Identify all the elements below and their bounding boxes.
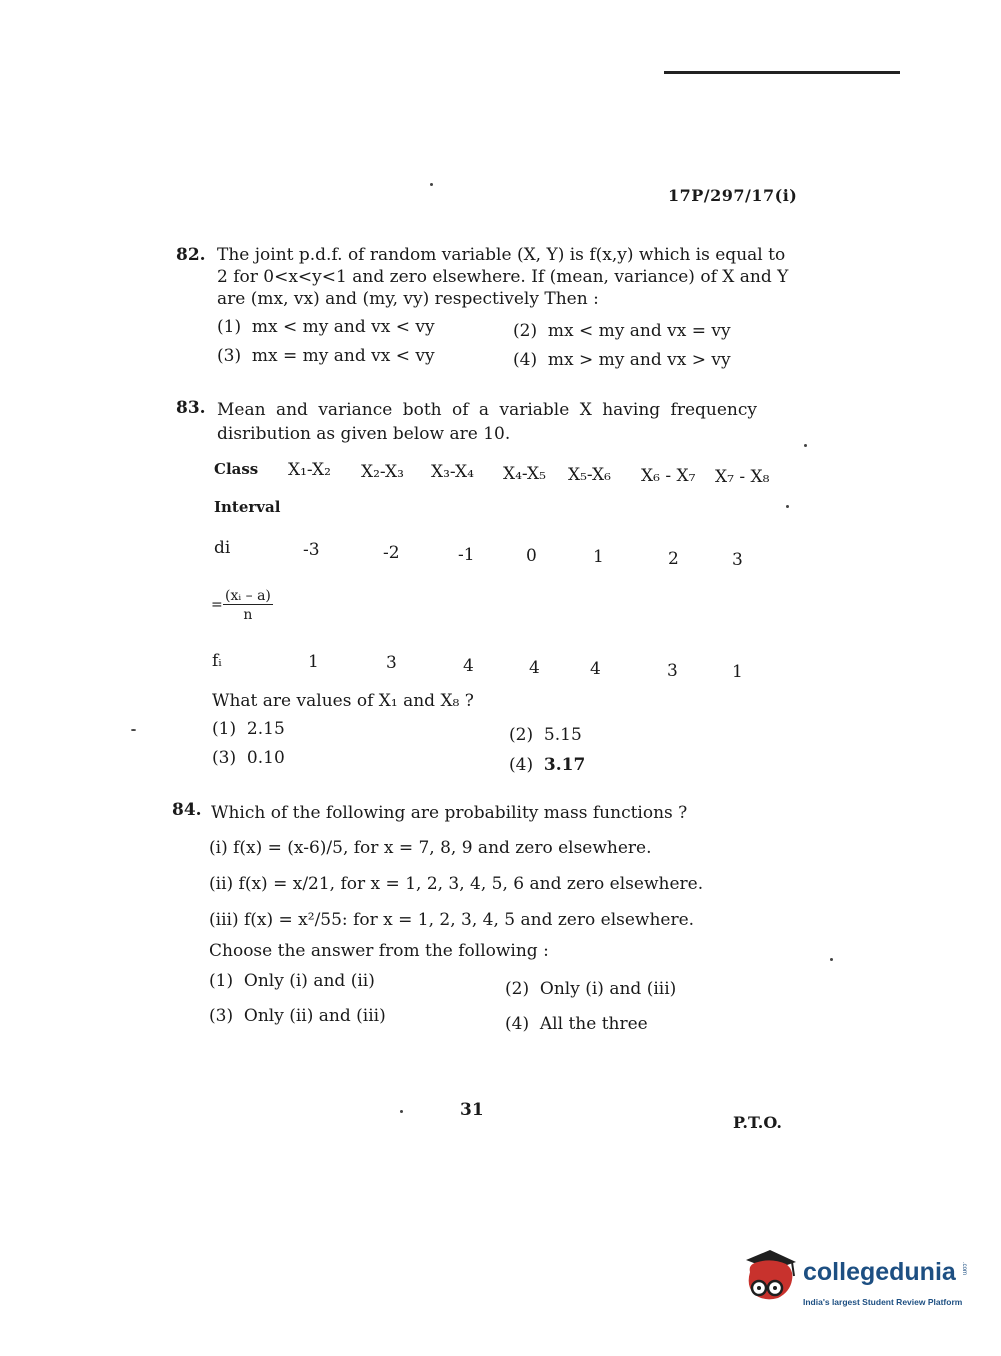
q83-di-5: 1 (593, 547, 604, 567)
page-number: 31 (460, 1100, 484, 1120)
q83-class-5: X₅-X₆ (568, 465, 611, 485)
q82-number: 82. (176, 245, 206, 265)
q84-option-1[interactable]: (1) Only (i) and (ii) (209, 971, 375, 991)
q83-di-6: 2 (668, 549, 679, 569)
q83-frac-equals: = (211, 597, 223, 613)
logo-tagline: India's largest Student Review Platform (803, 1297, 963, 1307)
q83-class-1: X₁-X₂ (288, 460, 331, 480)
q83-fraction (223, 588, 273, 623)
q83-fi-5: 4 (590, 659, 601, 679)
pto-label: P.T.O. (733, 1113, 782, 1132)
q84-option-3[interactable]: (3) Only (ii) and (iii) (209, 1006, 386, 1026)
paper-code: 17P/297/17(i) (668, 186, 798, 205)
q82-option-2[interactable]: (2) mx < my and vx = vy (513, 321, 731, 341)
q84-option-2[interactable]: (2) Only (i) and (iii) (505, 979, 677, 999)
logo-mascot-icon (742, 1250, 800, 1312)
q83-di-7: 3 (732, 550, 743, 570)
q83-fi-6: 3 (667, 661, 678, 681)
q83-question: What are values of X₁ and X₈ ? (212, 691, 474, 711)
scan-speck (400, 1110, 403, 1113)
q83-interval-label: Interval (214, 498, 281, 516)
q83-fi-4: 4 (529, 658, 540, 678)
q84-number: 84. (172, 800, 202, 820)
q83-class-3: X₃-X₄ (431, 462, 474, 482)
q83-class-7: X₇ - X₈ (715, 467, 770, 487)
q83-fi-label: fᵢ (212, 651, 222, 671)
scan-speck (830, 958, 833, 961)
q82-option-1[interactable]: (1) mx < my and vx < vy (217, 317, 435, 337)
q83-fraction-denominator: n (243, 607, 253, 623)
q83-option-1[interactable]: (1) 2.15 (212, 719, 285, 739)
q84-item-3: (iii) f(x) = x²/55: for x = 1, 2, 3, 4, 5 and zero elsewhere. (209, 910, 695, 930)
scan-speck (786, 505, 789, 508)
q84-item-2: (ii) f(x) = x/21, for x = 1, 2, 3, 4, 5, 6 and zero elsewhere. (209, 874, 704, 894)
q83-class-2: X₂-X₃ (361, 462, 404, 482)
logo-name: collegedunia (803, 1258, 956, 1286)
q83-di-4: 0 (526, 546, 537, 566)
q83-number: 83. (176, 398, 206, 418)
top-rule (664, 71, 900, 74)
q83-fi-1: 1 (308, 652, 319, 672)
q82-option-3[interactable]: (3) mx = my and vx < vy (217, 346, 435, 366)
q83-option-4[interactable]: (4) 3.17 (509, 755, 586, 775)
q82-option-4[interactable]: (4) mx > my and vx > vy (513, 350, 731, 370)
q84-choose: Choose the answer from the following : (209, 941, 549, 961)
q83-line1: Mean and variance both of a variable X having frequency (217, 400, 758, 420)
q84-text: Which of the following are probability mass functions ? (211, 803, 688, 823)
q83-fraction-numerator: (xᵢ – a) (225, 588, 271, 604)
q82-line2: 2 for 0<x<y<1 and zero elsewhere. If (mean, variance) of X and Y (217, 267, 789, 287)
q83-di-label: di (214, 538, 231, 558)
q83-class-label: Class (214, 460, 259, 478)
q83-line2: disribution as given below are 10. (217, 424, 511, 444)
q83-class-6: X₆ - X₇ (641, 466, 696, 486)
q83-class-4: X₄-X₅ (503, 464, 546, 484)
scan-speck (430, 183, 433, 186)
q84-item-1: (i) f(x) = (x-6)/5, for x = 7, 8, 9 and zero elsewhere. (209, 838, 652, 858)
q83-option-3[interactable]: (3) 0.10 (212, 748, 285, 768)
q83-fi-3: 4 (463, 656, 474, 676)
q82-line3: are (mx, vx) and (my, vy) respectively Then : (217, 289, 599, 309)
q84-option-4[interactable]: (4) All the three (505, 1014, 648, 1034)
q83-fi-7: 1 (732, 662, 743, 682)
logo-com: .com (961, 1262, 967, 1276)
scan-speck (131, 729, 136, 731)
collegedunia-logo[interactable] (742, 1250, 972, 1312)
scan-speck (804, 444, 807, 447)
q83-fi-2: 3 (386, 653, 397, 673)
q82-line1: The joint p.d.f. of random variable (X, Y) is f(x,y) which is equal to (217, 245, 786, 265)
q83-di-3: -1 (458, 545, 475, 565)
q83-di-2: -2 (383, 543, 400, 563)
q83-option-2[interactable]: (2) 5.15 (509, 725, 582, 745)
q83-di-1: -3 (303, 540, 320, 560)
